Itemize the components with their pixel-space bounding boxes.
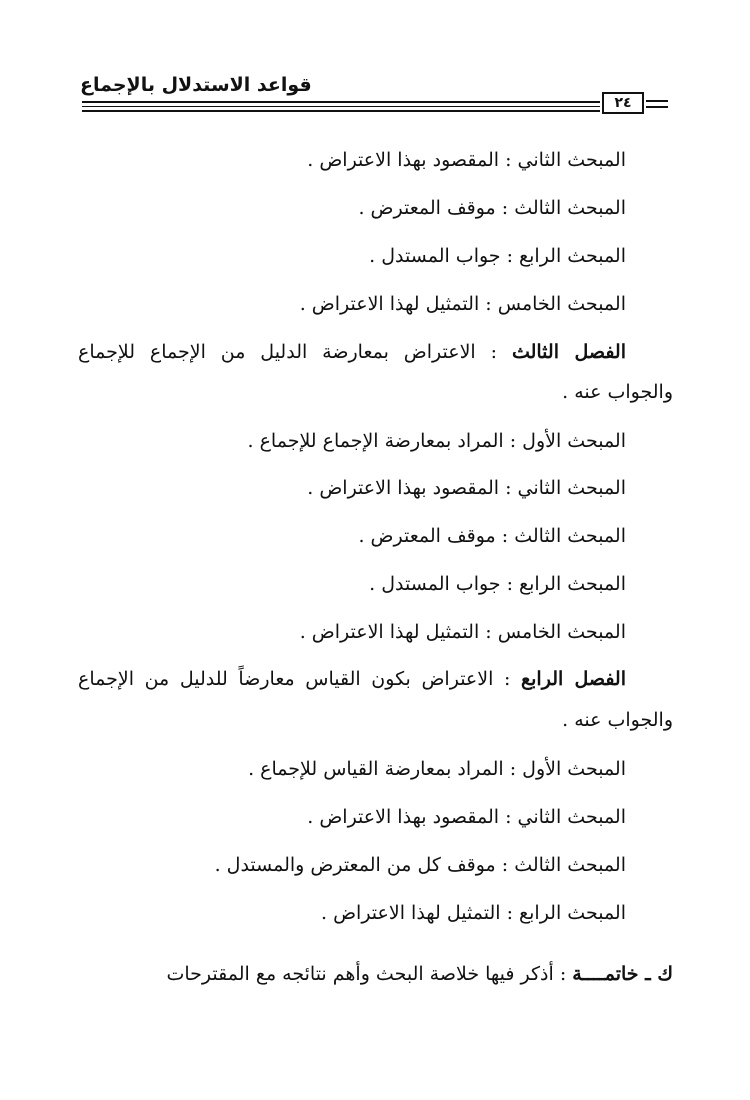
header-tail-line-bottom <box>646 106 668 108</box>
toc-line: المبحث الرابع : جواب المستدل . <box>369 245 626 267</box>
toc-line: المبحث الثاني : المقصود بهذا الاعتراض . <box>307 806 626 828</box>
chapter-heading-continuation: والجواب عنه . <box>562 709 673 731</box>
header-rule-bottom <box>82 110 600 112</box>
page-header <box>0 0 750 130</box>
toc-line: المبحث الرابع : التمثيل لهذا الاعتراض . <box>321 902 626 924</box>
header-rule-middle <box>82 106 600 107</box>
toc-line: المبحث الثاني : المقصود بهذا الاعتراض . <box>307 149 626 171</box>
toc-line: المبحث الرابع : جواب المستدل . <box>369 573 626 595</box>
page-number: ٢٤ <box>602 92 644 114</box>
toc-line: المبحث الثاني : المقصود بهذا الاعتراض . <box>307 477 626 499</box>
toc-line: المبحث الثالث : موقف كل من المعترض والمستدل . <box>214 854 626 876</box>
toc-line: المبحث الثالث : موقف المعترض . <box>358 525 626 547</box>
running-title: قواعد الاستدلال بالإجماع <box>80 74 312 96</box>
toc-line: المبحث الأول : المراد بمعارضة الإجماع للإجماع . <box>247 430 626 452</box>
chapter-heading: الفصل الثالث : الاعتراض بمعارضة الدليل من الإجماع للإجماع <box>78 341 626 363</box>
chapter-heading: الفصل الرابع : الاعتراض بكون القياس معارضاً للدليل من الإجماع <box>78 668 627 690</box>
header-tail-line-top <box>646 100 668 102</box>
header-rule-top <box>82 101 600 103</box>
toc-line: المبحث الخامس : التمثيل لهذا الاعتراض . <box>299 293 626 315</box>
conclusion-line: ك ـ خاتمــــة : أذكر فيها خلاصة البحث وأهم نتائجه مع المقترحات <box>166 963 673 985</box>
toc-line: المبحث الثالث : موقف المعترض . <box>358 197 626 219</box>
chapter-heading-continuation: والجواب عنه . <box>562 381 673 403</box>
toc-line: المبحث الأول : المراد بمعارضة القياس للإجماع . <box>248 758 626 780</box>
toc-line: المبحث الخامس : التمثيل لهذا الاعتراض . <box>299 621 626 643</box>
